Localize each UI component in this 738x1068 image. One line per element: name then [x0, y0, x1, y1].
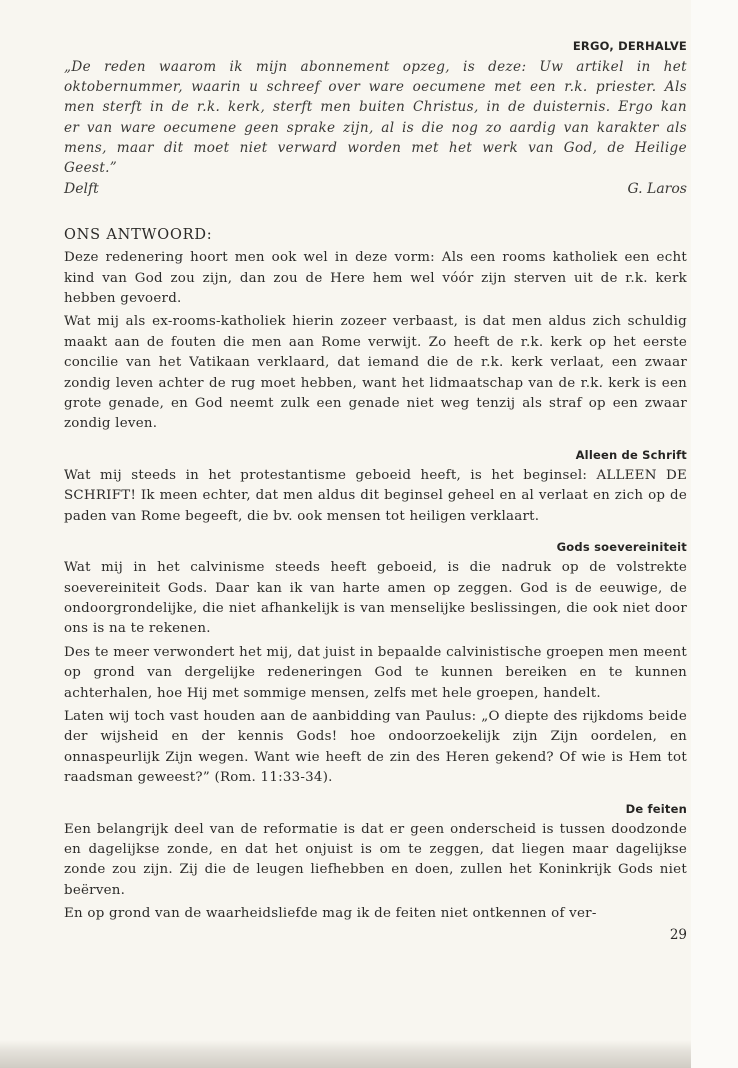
- section-paragraph: Des te meer verwondert het mij, dat juist in bepaalde calvinistische groepen men meent op grond van dergelijke redeneringen God te kunnen bereiken en te kunnen achterhalen, hoe Hij met sommige mensen, zelfs met hele groepen, handelt.: [64, 644, 687, 701]
- section-title-gods-soevereiniteit: Gods soevereiniteit: [556, 540, 687, 555]
- page-content: [64, 38, 687, 943]
- answer-heading: ONS ANTWOORD:: [64, 227, 213, 244]
- section-paragraph: En op grond van de waarheidsliefde mag ik de feiten niet ontkennen of ver-: [64, 906, 597, 922]
- header-title: ERGO, DERHALVE: [572, 39, 687, 53]
- section-paragraph: Laten wij toch vast houden aan de aanbidding van Paulus: „O diepte des rijkdoms beide der wijsheid en der kennis Gods! hoe ondoorzoekelijk zijn Zijn oordelen, en onnaspeurlijk Zijn wegen. Want wie heeft de zin des Heren gekend? Of wie is Hem tot raadsman geweest?” (Rom. 11:33-34).: [64, 708, 687, 786]
- answer-paragraph: Deze redenering hoort men ook wel in deze vorm: Als een rooms katholiek een echt kind van God zou zijn, dan zou de Here hem wel vóór zijn sterven uit de r.k. kerk hebben gevoerd.: [64, 250, 687, 307]
- section-paragraph: Wat mij steeds in het protestantisme geboeid heeft, is het beginsel: ALLEEN DE SCHRIFT! Ik meen echter, dat men aldus dit beginsel geheel en al verlaat en zich op de paden van Rome begeeft, die bv. ook mensen tot heiligen verklaart.: [64, 467, 687, 524]
- scan-margin: [691, 0, 738, 1068]
- reader-letter: „De reden waarom ik mijn abonnement opzeg, is deze: Uw artikel in het oktobernummer, waarin u schreef over ware oecumene met een r.k. priester. Als men sterft in de r.k. kerk, sterft men buiten Christus, in de duisternis. Ergo kan er van ware oecumene geen sprake zijn, al is die nog zo aardig van karakter als mens, maar dit moet niet verward worden met het werk van God, de Heilige Geest.”: [64, 59, 687, 177]
- section-title-alleen-de-schrift: Alleen de Schrift: [575, 447, 687, 462]
- letter-signature: [64, 181, 687, 197]
- page-number: 29: [669, 926, 687, 943]
- letter-author: G. Laros: [627, 181, 687, 198]
- section-title-de-feiten: De feiten: [625, 801, 687, 816]
- section-paragraph: Een belangrijk deel van de reformatie is dat er geen onderscheid is tussen doodzonde en dagelijkse zonde, en dat het onjuist is om te zeggen, dat liegen maar dagelijkse zonde zou zijn. Zij die de leugen liefhebben en doen, zullen het Koninkrijk Gods niet beërven.: [64, 821, 687, 898]
- letter-place: Delft: [64, 181, 99, 198]
- answer-paragraph: Wat mij als ex-rooms-katholiek hierin zozeer verbaast, is dat men aldus zich schuldig maakt aan de fouten die men aan Rome verwijt. Zo heeft de r.k. kerk op het eerste concilie van het Vatikaan verklaard, dat iemand die de r.k. kerk verlaat, een zwaar zondig leven achter de rug moet hebben, want het lidmaatschap van de r.k. kerk is een grote genade, en God neemt zulk een genade niet weg tenzij als straf op een zwaar zondig leven.: [64, 314, 687, 432]
- section-paragraph: Wat mij in het calvinisme steeds heeft geboeid, is die nadruk op de volstrekte soevereiniteit Gods. Daar kan ik van harte amen op zeggen. God is de eeuwige, de ondoorgrondelijke, die niet afhankelijk is van menselijke beslissingen, die ook niet door ons is na te rekenen.: [64, 560, 687, 637]
- page-bottom-edge: [0, 1040, 691, 1068]
